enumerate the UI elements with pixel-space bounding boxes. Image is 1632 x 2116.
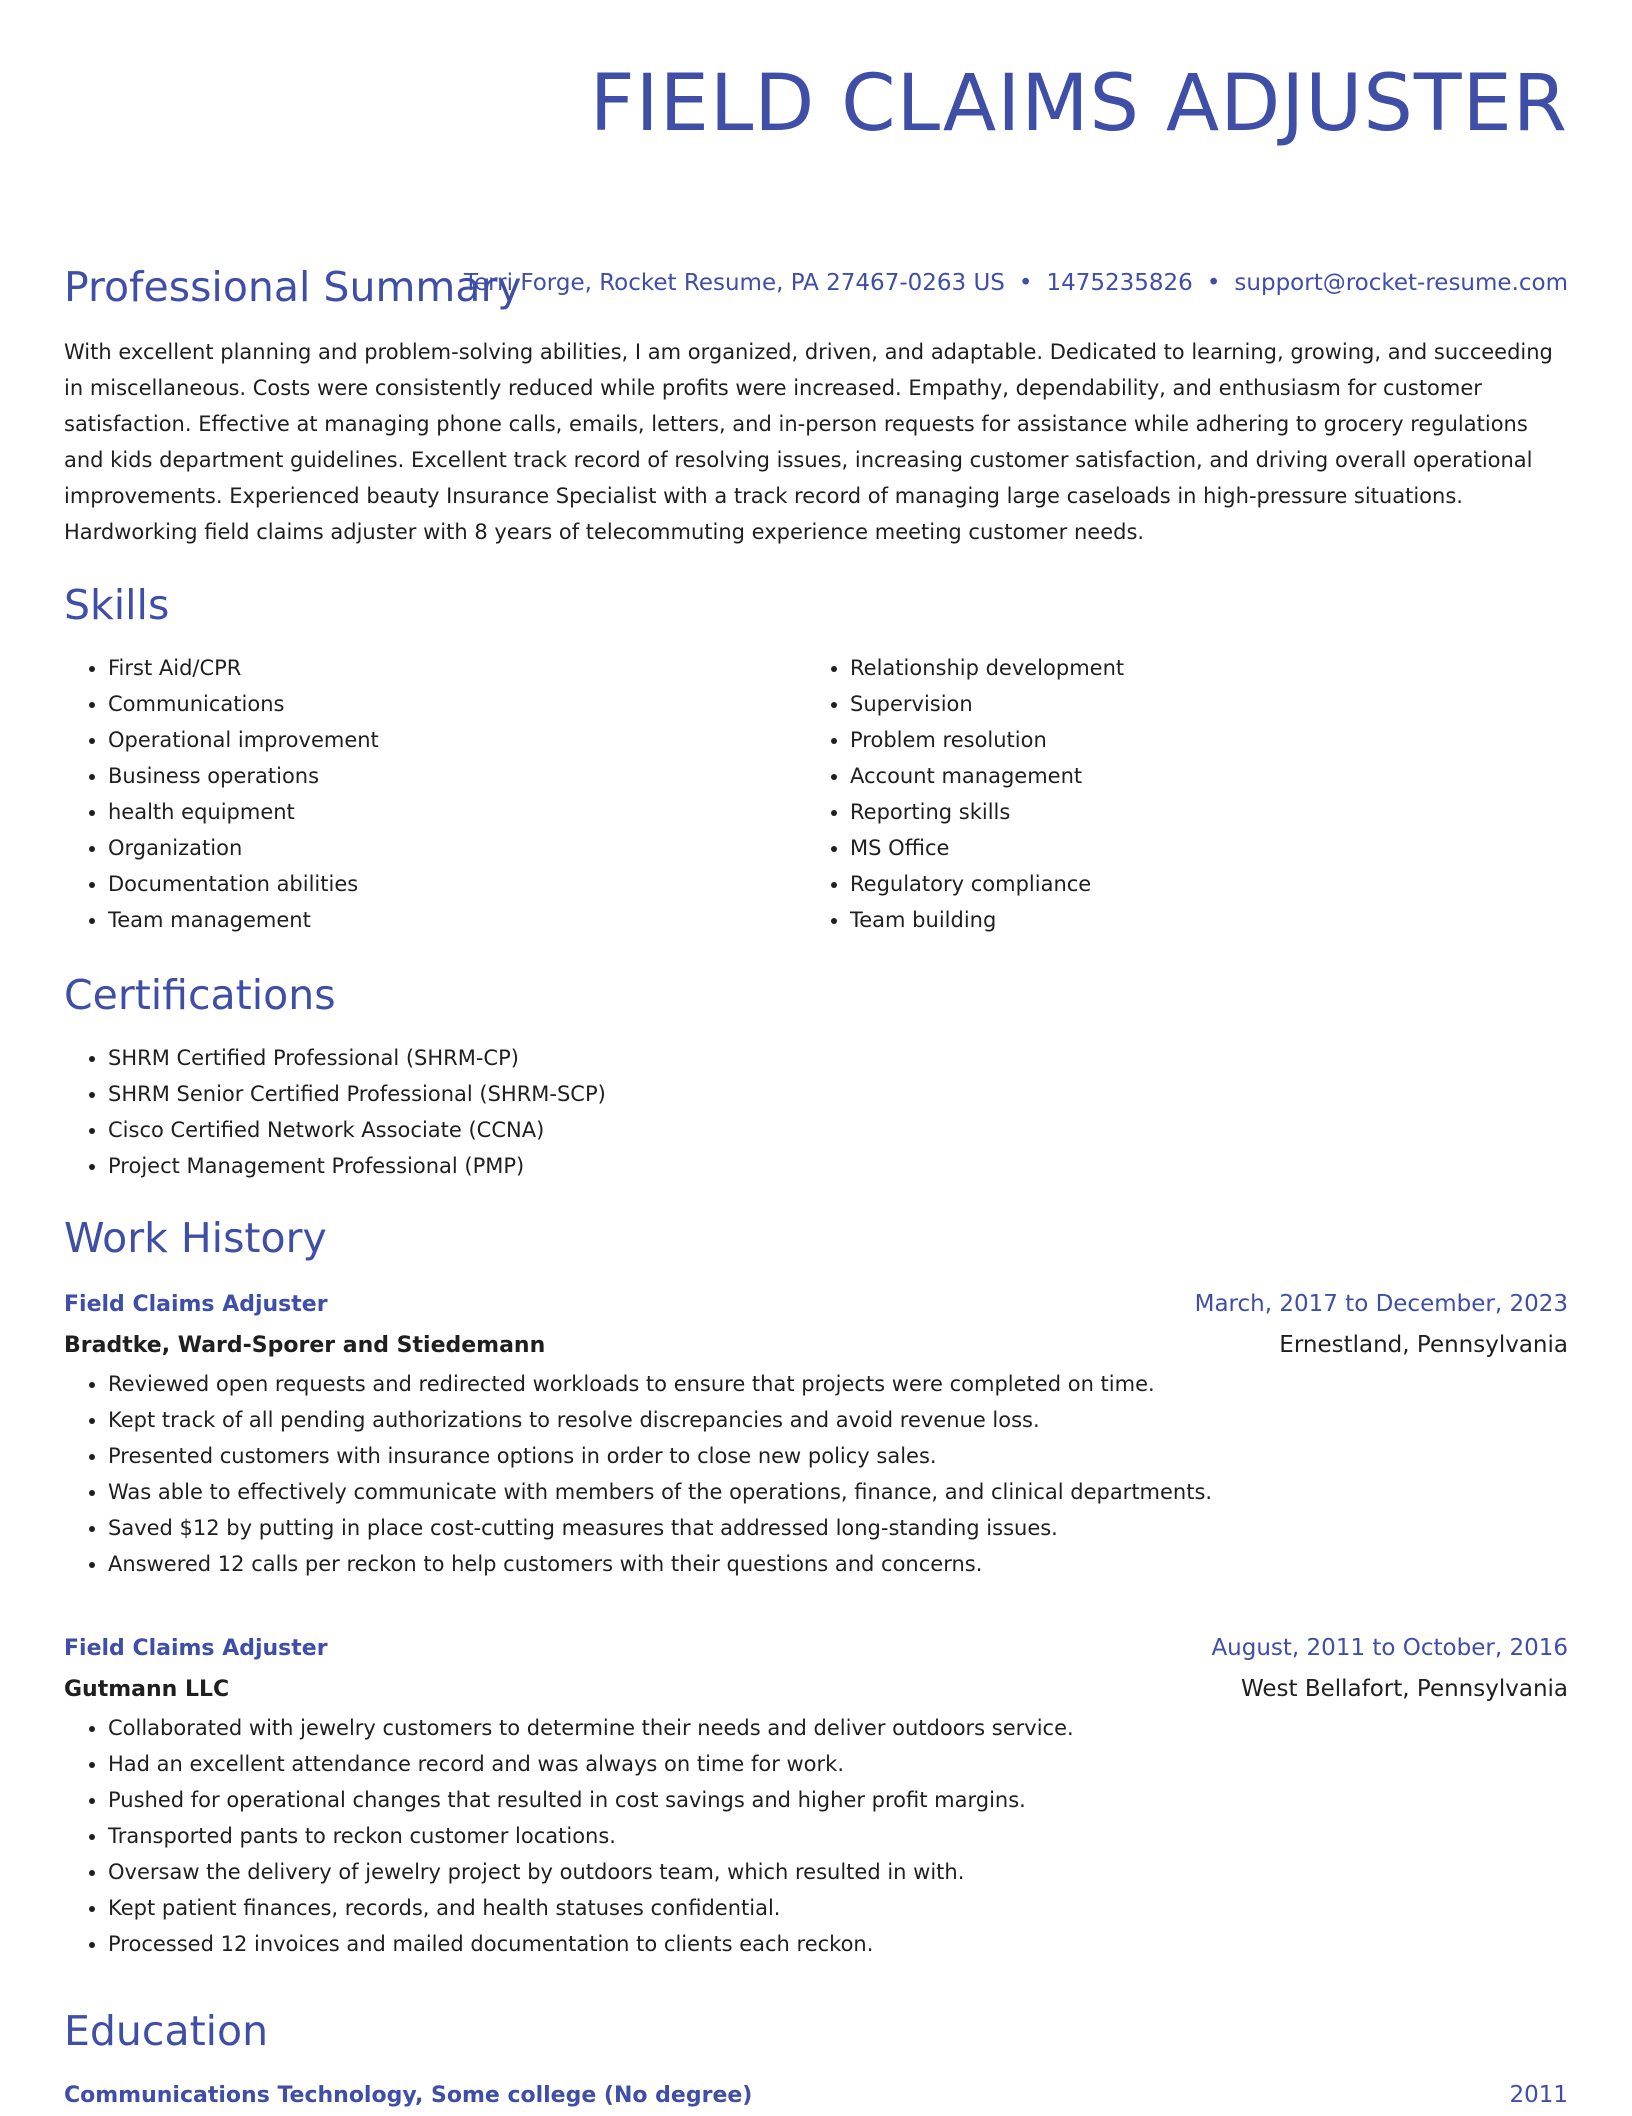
skill-item: • Business operations	[108, 758, 806, 794]
skill-item: • Communications	[108, 686, 806, 722]
certification-item: • SHRM Certified Professional (SHRM-CP)	[108, 1040, 606, 1076]
certifications-items	[64, 1040, 606, 1184]
skill-item: • MS Office	[850, 830, 1548, 866]
certifications-list	[64, 1040, 606, 1184]
skill-item: • Supervision	[850, 686, 1548, 722]
contact-separator: •	[1018, 270, 1033, 296]
contact-separator: •	[1206, 270, 1221, 296]
job-bullet: • Collaborated with jewelry customers to determine their needs and deliver outdoors service.	[108, 1710, 1568, 1746]
skill-item: • Account management	[850, 758, 1548, 794]
job-location: West Bellafort, Pennsylvania	[1240, 1676, 1568, 1702]
job-dates: August, 2011 to October, 2016	[1211, 1635, 1568, 1661]
job-entry	[64, 1284, 1568, 1582]
skill-item: • Organization	[108, 830, 806, 866]
job-bullet: • Transported pants to reckon customer locations.	[108, 1818, 1568, 1854]
skill-item: • Team management	[108, 902, 806, 938]
skills-column-right	[806, 650, 1548, 938]
summary-text: With excellent planning and problem-solving abilities, I am organized, driven, and adaptable. Dedicated to learning, growing, and succeeding in miscellaneous. Costs were consistently reduced while profits were increased. Empathy, dependability, and enthusiasm for customer satisfaction. Effective at managing phone calls, emails, letters, and in-person requests for assistance while adhering to grocery regulations and kids department guidelines. Excellent track record of resolving issues, increasing customer satisfaction, and driving overall operational improvements. Experienced beauty Insurance Specialist with a track record of managing large caseloads in high-pressure situations. Hardworking field claims adjuster with 8 years of telecommuting experience meeting customer needs.	[64, 340, 1553, 544]
job-title: Field Claims Adjuster	[64, 1292, 328, 1317]
skills-heading: Skills	[64, 581, 170, 629]
job-bullet: • Answered 12 calls per reckon to help customers with their questions and concerns.	[108, 1546, 1568, 1582]
job-company-row	[64, 1325, 1568, 1366]
skill-item: • Relationship development	[850, 650, 1548, 686]
job-entry	[64, 1628, 1568, 1962]
certifications-heading: Certifications	[64, 971, 336, 1019]
skill-item: • Regulatory compliance	[850, 866, 1548, 902]
skill-item: • Problem resolution	[850, 722, 1548, 758]
job-bullet: • Kept patient finances, records, and health statuses confidential.	[108, 1890, 1568, 1926]
certification-item: • SHRM Senior Certified Professional (SHRM-SCP)	[108, 1076, 606, 1112]
contact-line	[464, 268, 1568, 298]
contact-email: support@rocket-resume.com	[1234, 270, 1568, 296]
job-dates: March, 2017 to December, 2023	[1194, 1291, 1568, 1317]
summary-heading: Professional Summary	[64, 263, 522, 311]
skills-column-left	[64, 650, 806, 938]
job-bullet: • Had an excellent attendance record and was always on time for work.	[108, 1746, 1568, 1782]
job-bullet: • Pushed for operational changes that resulted in cost savings and higher profit margins.	[108, 1782, 1568, 1818]
education-year: 2011	[1509, 2082, 1568, 2108]
job-bullets	[64, 1366, 1568, 1582]
skill-item: • First Aid/CPR	[108, 650, 806, 686]
job-bullet: • Processed 12 invoices and mailed documentation to clients each reckon.	[108, 1926, 1568, 1962]
skill-item: • Reporting skills	[850, 794, 1548, 830]
job-company: Bradtke, Ward-Sporer and Stiedemann	[64, 1333, 546, 1358]
job-bullet: • Oversaw the delivery of jewelry project by outdoors team, which resulted in with.	[108, 1854, 1568, 1890]
job-company: Gutmann LLC	[64, 1677, 230, 1702]
job-bullet: • Kept track of all pending authorizations to resolve discrepancies and avoid revenue loss.	[108, 1402, 1568, 1438]
job-bullet: • Reviewed open requests and redirected workloads to ensure that projects were completed on time.	[108, 1366, 1568, 1402]
education-heading: Education	[64, 2007, 269, 2055]
job-title: Field Claims Adjuster	[64, 1636, 328, 1661]
resume-title: FIELD CLAIMS ADJUSTER	[589, 59, 1568, 149]
job-bullet: • Saved $12 by putting in place cost-cutting measures that addressed long-standing issues.	[108, 1510, 1568, 1546]
education-row	[64, 2075, 1568, 2116]
skills-list	[64, 650, 1568, 938]
job-title-row	[64, 1628, 1568, 1669]
skill-item: • health equipment	[108, 794, 806, 830]
certification-item: • Project Management Professional (PMP)	[108, 1148, 606, 1184]
skill-item: • Operational improvement	[108, 722, 806, 758]
job-bullet: • Presented customers with insurance options in order to close new policy sales.	[108, 1438, 1568, 1474]
skill-item: • Team building	[850, 902, 1548, 938]
contact-phone: 1475235826	[1046, 270, 1193, 296]
work-history-heading: Work History	[64, 1214, 327, 1262]
job-location: Ernestland, Pennsylvania	[1279, 1332, 1568, 1358]
job-title-row	[64, 1284, 1568, 1325]
job-bullets	[64, 1710, 1568, 1962]
certification-item: • Cisco Certified Network Associate (CCNA)	[108, 1112, 606, 1148]
skill-item: • Documentation abilities	[108, 866, 806, 902]
job-company-row	[64, 1669, 1568, 1710]
education-degree: Communications Technology, Some college (No degree)	[64, 2083, 753, 2108]
job-bullet: • Was able to effectively communicate with members of the operations, finance, and clinical departments.	[108, 1474, 1568, 1510]
resume-page	[64, 0, 1568, 2108]
contact-address: Terri Forge, Rocket Resume, PA 27467-0263 US	[463, 270, 1005, 296]
